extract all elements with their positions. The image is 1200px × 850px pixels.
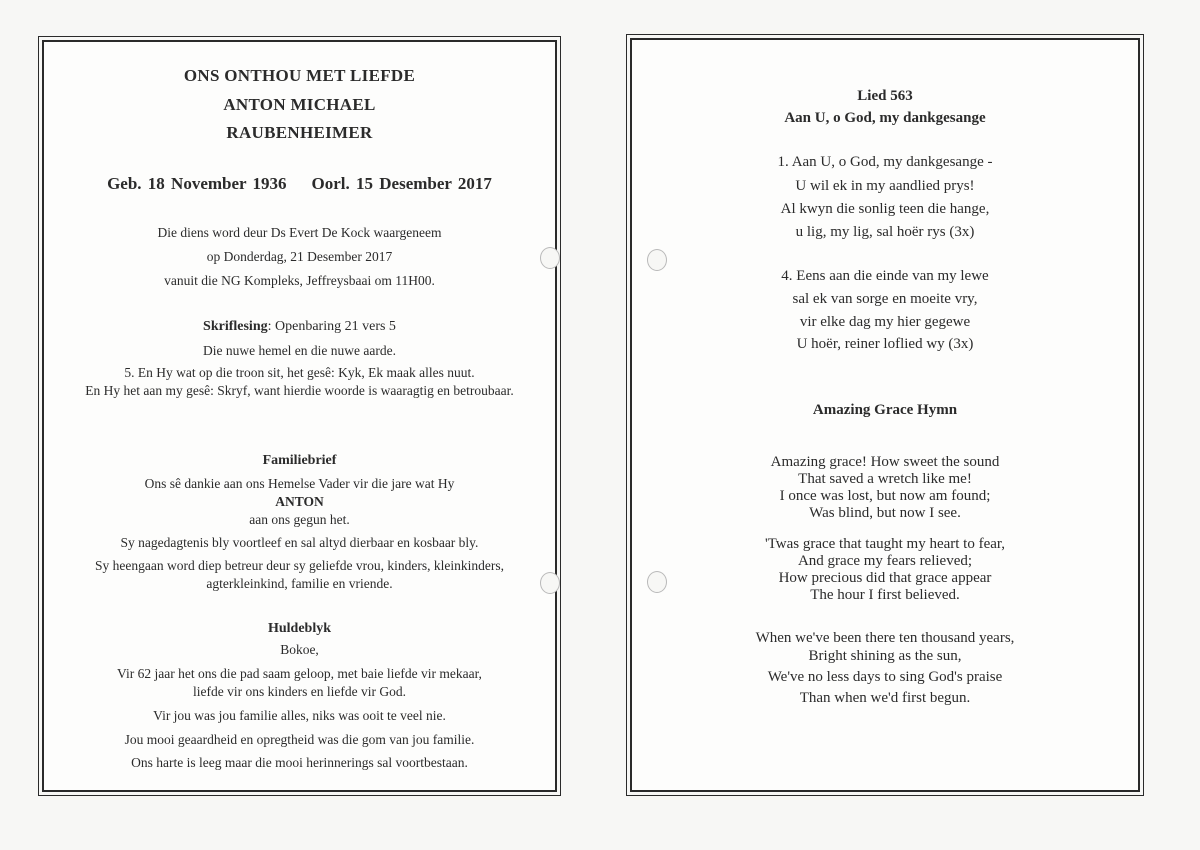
- punch-hole: [540, 572, 560, 594]
- tribute-line: Ons harte is leeg maar die mooi herinnerings sal voortbestaan.: [131, 755, 468, 770]
- hymn-verse-line: I once was lost, but now am found;: [779, 488, 991, 504]
- family-letter-name: ANTON: [275, 494, 324, 509]
- hymn-verse-line: Bright shining as the sun,: [808, 648, 962, 664]
- memorial-title: ONS ONTHOU MET LIEFDE: [183, 66, 416, 85]
- hymn-verse-line: U hoër, reiner loflied wy (3x): [796, 336, 974, 352]
- scripture-line: En Hy het aan my gesê: Skryf, want hierdie woorde is waaragtig en betroubaar.: [85, 383, 514, 398]
- hymn-verse-line: 'Twas grace that taught my heart to fear,: [764, 536, 1006, 552]
- tribute-line: Vir 62 jaar het ons die pad saam geloop, met baie liefde vir mekaar,: [117, 666, 482, 681]
- died-date: Oorl. 15 Desember 2017: [311, 174, 492, 193]
- family-letter-heading: Familiebrief: [262, 453, 337, 468]
- service-line: vanuit die NG Kompleks, Jeffreysbaai om 11H00.: [164, 273, 435, 288]
- family-letter-line: Ons sê dankie aan ons Hemelse Vader vir die jare wat Hy: [144, 476, 455, 491]
- hymn-verse-line: We've no less days to sing God's praise: [767, 669, 1003, 685]
- tribute-line: Vir jou was jou familie alles, niks was ooit te veel nie.: [153, 708, 446, 723]
- service-line: Die diens word deur Ds Evert De Kock waargeneem: [157, 225, 442, 240]
- deceased-surname: RAUBENHEIMER: [226, 123, 373, 142]
- hymn-verse-line: sal ek van sorge en moeite vry,: [792, 291, 978, 307]
- left-page: [42, 40, 557, 792]
- scripture-label: Skriflesing: [203, 319, 268, 334]
- punch-hole: [540, 247, 560, 269]
- service-line: op Donderdag, 21 Desember 2017: [206, 249, 393, 264]
- hymn-verse-line: Al kwyn die sonlig teen die hange,: [780, 201, 990, 217]
- hymn-number: Lied 563: [857, 88, 913, 104]
- hymn-verse-line: vir elke dag my hier gegewe: [799, 314, 971, 330]
- tribute-line: Bokoe,: [280, 642, 319, 657]
- hymn-verse-line: When we've been there ten thousand years,: [755, 630, 1015, 646]
- hymn-verse-line: Was blind, but now I see.: [809, 505, 961, 521]
- tribute-line: liefde vir ons kinders en liefde vir God.: [193, 684, 406, 699]
- hymn-verse-line: That saved a wretch like me!: [798, 471, 972, 487]
- born-date: Geb. 18 November 1936: [107, 174, 287, 193]
- tribute-heading: Huldeblyk: [267, 621, 332, 636]
- hymn-verse-line: And grace my fears relieved;: [797, 553, 973, 569]
- hymn-verse-line: 4. Eens aan die einde van my lewe: [781, 268, 989, 284]
- scripture-reference: : Openbaring 21 vers 5: [267, 319, 396, 334]
- punch-hole: [647, 249, 667, 271]
- hymn-title: Amazing Grace Hymn: [812, 402, 958, 418]
- hymn-verse-line: u lig, my lig, sal hoër rys (3x): [795, 224, 975, 240]
- family-letter-line: aan ons gegun het.: [249, 512, 350, 527]
- hymn-verse-line: Amazing grace! How sweet the sound: [770, 454, 1000, 470]
- family-letter-line: Sy heengaan word diep betreur deur sy geliefde vrou, kinders, kleinkinders,: [94, 558, 504, 573]
- hymn-verse-line: 1. Aan U, o God, my dankgesange -: [777, 154, 993, 170]
- hymn-verse-line: U wil ek in my aandlied prys!: [795, 178, 975, 194]
- scripture-line: Die nuwe hemel en die nuwe aarde.: [202, 343, 397, 358]
- hymn-verse-line: Than when we'd first begun.: [799, 690, 971, 706]
- hymn-title: Aan U, o God, my dankgesange: [784, 110, 986, 126]
- hymn-verse-line: The hour I first believed.: [810, 587, 960, 603]
- punch-hole: [647, 571, 667, 593]
- deceased-given-names: ANTON MICHAEL: [223, 95, 376, 114]
- family-letter-line: Sy nagedagtenis bly voortleef en sal altyd dierbaar en kosbaar bly.: [120, 535, 479, 550]
- family-letter-line: agterkleinkind, familie en vriende.: [206, 576, 393, 591]
- tribute-line: Jou mooi geaardheid en opregtheid was die gom van jou familie.: [124, 732, 475, 747]
- right-page: [630, 38, 1140, 792]
- life-dates: [44, 174, 555, 194]
- hymn-verse-line: How precious did that grace appear: [778, 570, 992, 586]
- scripture-reading: [44, 319, 555, 335]
- scripture-line: 5. En Hy wat op die troon sit, het gesê: Kyk, Ek maak alles nuut.: [124, 365, 475, 380]
